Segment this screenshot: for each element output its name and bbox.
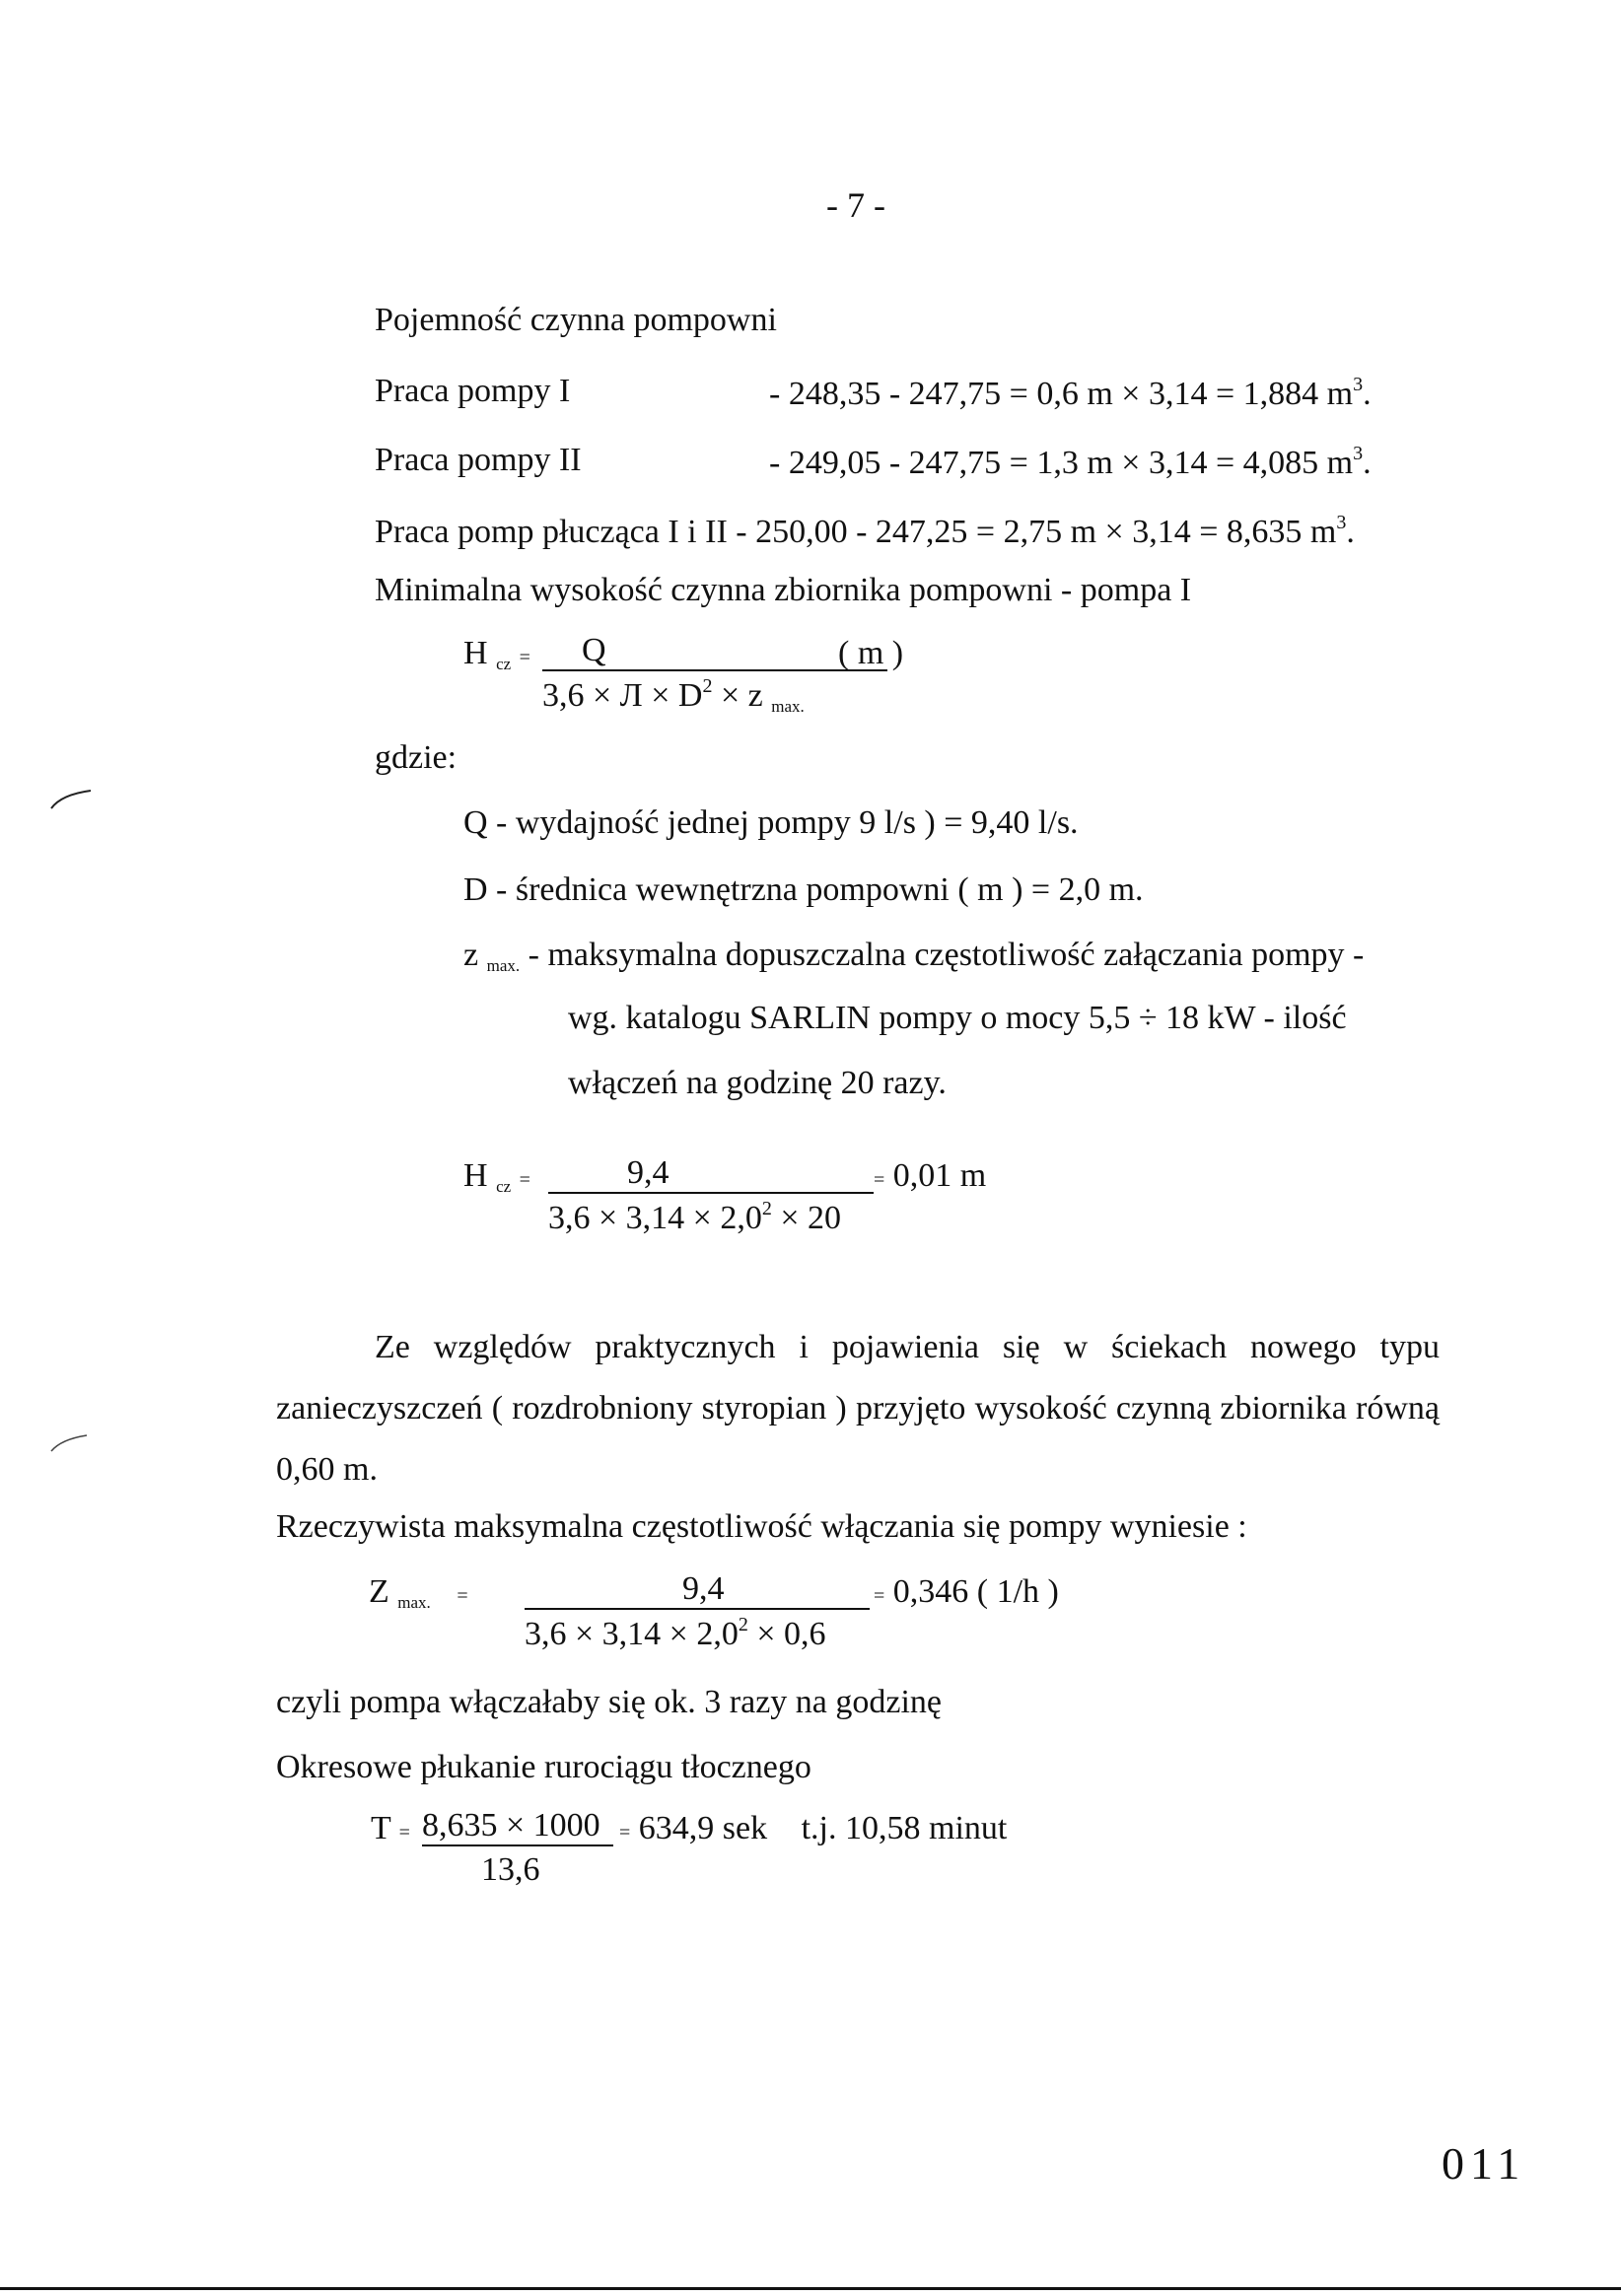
denominator-value: 13,6 xyxy=(481,1851,540,1889)
where-z-line3: włączeń na godzinę 20 razy. xyxy=(568,1065,947,1101)
fraction-denominator xyxy=(525,1610,870,1653)
equals-sign: = xyxy=(519,1169,530,1191)
result-value: 0,346 ( 1/h ) xyxy=(892,1573,1059,1610)
where-z-line2: wg. katalogu SARLIN pompy o mocy 5,5 ÷ 18 kW - ilość xyxy=(568,1000,1347,1036)
denominator-part: 3,6 × 3,14 × 2,0 xyxy=(548,1200,762,1237)
formula-zmax-fraction xyxy=(525,1569,870,1653)
denominator-subscript: max. xyxy=(771,697,805,717)
row-end: . xyxy=(1363,445,1372,481)
symbol-z-subscript: max. xyxy=(486,956,521,975)
denominator-exponent: 2 xyxy=(761,1198,772,1220)
numerator-q: Q xyxy=(582,632,606,668)
denominator-part: × z xyxy=(720,677,763,715)
row-formula-pump-2 xyxy=(769,444,1372,480)
equals-sign: = xyxy=(398,1822,410,1844)
actual-frequency-intro: Rzeczywista maksymalna częstotliwość włączania się pompy wyniesie : xyxy=(276,1508,1247,1545)
symbol-z: Z xyxy=(369,1573,389,1610)
fraction-denominator xyxy=(548,1194,874,1237)
capacity-heading: Pojemność czynna pompowni xyxy=(375,302,777,338)
fraction-numerator xyxy=(525,1569,870,1610)
binding-mark-bottom xyxy=(47,1431,97,1455)
numerator-value: 9,4 xyxy=(682,1570,725,1607)
row-end: . xyxy=(1346,514,1355,550)
min-height-heading: Minimalna wysokość czynna zbiornika pompowni - pompa I xyxy=(375,572,1192,608)
where-d: D - średnica wewnętrzna pompowni ( m ) = 2,0 m. xyxy=(463,871,1144,908)
row-label-pump-2: Praca pompy II xyxy=(375,442,582,478)
equals-sign: = xyxy=(874,1585,885,1607)
unit-exponent: 3 xyxy=(1353,443,1364,464)
conclusion-line1: czyli pompa włączałaby się ok. 3 razy na godzinę xyxy=(276,1684,943,1720)
where-q: Q - wydajność jednej pompy 9 l/s ) = 9,40 l/s. xyxy=(463,804,1079,841)
row-formula-pump-1 xyxy=(769,375,1372,411)
equals-sign: = xyxy=(519,647,530,668)
formula-flush-fraction xyxy=(422,1806,613,1889)
denominator-part: 3,6 × 3,14 × 2,0 xyxy=(525,1616,739,1653)
binding-mark-top xyxy=(47,789,97,812)
formula-general-lhs xyxy=(463,637,530,672)
symbol-z: z xyxy=(463,937,479,973)
where-label: gdzie: xyxy=(375,739,458,776)
row-formula-text: - 249,05 - 247,75 = 1,3 m × 3,14 = 4,085 m xyxy=(769,445,1354,481)
denominator-exponent: 2 xyxy=(702,675,713,698)
conclusion-line2: Okresowe płukanie rurociągu tłocznego xyxy=(276,1749,811,1785)
page-stamp: 011 xyxy=(1442,2138,1526,2189)
symbol-h: H xyxy=(463,635,488,671)
unit-exponent: 3 xyxy=(1353,374,1364,395)
denominator-part: 3,6 × Л × D xyxy=(542,677,703,715)
equals-sign: = xyxy=(457,1585,468,1607)
row-label-pump-1: Praca pompy I xyxy=(375,373,571,409)
where-z xyxy=(463,939,1364,974)
formula-calc-result xyxy=(874,1159,986,1193)
symbol-t: T xyxy=(371,1810,391,1846)
result-value: 0,01 m xyxy=(892,1157,987,1194)
fraction-numerator xyxy=(422,1806,613,1846)
equals-sign: = xyxy=(874,1169,885,1191)
formula-general-unit: ( m ) xyxy=(838,635,904,671)
practical-paragraph: Ze względów praktycznych i pojawienia się w ściekach nowego typu zanieczyszczeń ( rozdrobniony styropian ) przyjęto wysokość czynną zbiornika równą 0,60 m. xyxy=(276,1329,1440,1488)
formula-calc-fraction xyxy=(548,1153,874,1237)
result-value: 634,9 sek xyxy=(638,1810,768,1846)
formula-general-fraction xyxy=(542,631,887,717)
row-formula-text: - 248,35 - 247,75 = 0,6 m × 3,14 = 1,884 m xyxy=(769,376,1354,412)
symbol-h: H xyxy=(463,1157,488,1194)
symbol-z-subscript: max. xyxy=(397,1593,431,1612)
scan-edge-line xyxy=(0,2287,1621,2290)
row-formula-text: - 250,00 - 247,25 = 2,75 m × 3,14 = 8,635 m xyxy=(736,514,1337,550)
row-end: . xyxy=(1363,376,1372,412)
numerator-value: 9,4 xyxy=(627,1154,670,1191)
where-z-line1: - maksymalna dopuszczalna częstotliwość załączania pompy - xyxy=(528,937,1365,973)
row-label-flush: Praca pomp płucząca I i II xyxy=(375,514,728,550)
denominator-part: × 0,6 xyxy=(756,1616,826,1653)
fraction-denominator xyxy=(542,671,887,717)
result-note: t.j. 10,58 minut xyxy=(801,1810,1008,1846)
formula-calc-lhs xyxy=(463,1159,530,1195)
fraction-numerator xyxy=(542,631,887,671)
denominator-exponent: 2 xyxy=(738,1614,748,1636)
formula-flush-result xyxy=(619,1812,1007,1845)
fraction-denominator xyxy=(422,1846,613,1889)
symbol-h-subscript: cz xyxy=(496,1177,512,1196)
denominator-part: × 20 xyxy=(780,1200,842,1237)
formula-flush-lhs xyxy=(371,1812,410,1845)
row-flush-pumps xyxy=(375,513,1355,549)
formula-zmax-result xyxy=(874,1575,1059,1609)
symbol-h-subscript: cz xyxy=(496,655,512,673)
equals-sign: = xyxy=(619,1822,631,1844)
numerator-value: 8,635 × 1000 xyxy=(422,1807,600,1844)
fraction-numerator xyxy=(548,1153,874,1194)
formula-zmax-lhs xyxy=(369,1575,468,1611)
unit-exponent: 3 xyxy=(1336,512,1347,533)
page-number: - 7 - xyxy=(826,185,885,225)
